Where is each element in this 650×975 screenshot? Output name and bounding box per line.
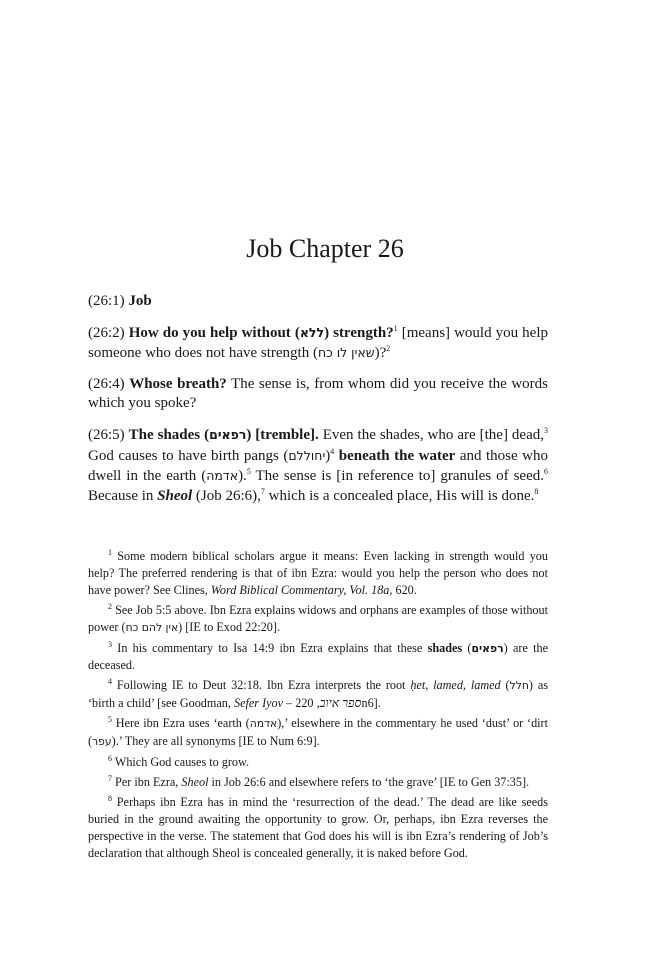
- footnotes: [88, 548, 548, 864]
- footnote-2: $^2$ See Job 5:5 above. Ibn Ezra explains widows and orphans are examples of those without power (אין להם כח) [IE to Exod 22:20].: [88, 601, 548, 634]
- footnote-5: $^5$ Here ibn Ezra uses ‘earth (אדמה),’ elsewhere in the commentary he used ‘dust’ or ‘dirt (עפר).’ They are all synonyms [IE to Num 6:9].: [88, 715, 548, 749]
- speaker-name: Job: [128, 293, 152, 309]
- footnote-1: $^1$ Some modern biblical scholars argue it means: Even lacking in strength would you help? The preferred rendering is that of ibn Ezra: would you help the person who does not have power? See Clines, Word Biblical Commentary, Vol. 18a, 620.: [88, 547, 548, 597]
- lemma: How do you help without (ללא) strength?: [128, 324, 394, 341]
- citation-title: Word Biblical Commentary, Vol. 18a: [210, 582, 390, 597]
- hebrew-word: אדמה: [249, 717, 278, 731]
- citation-title: Sefer Iyov – ספר איוב: [233, 696, 362, 711]
- footnote-6: $^6$ Which God causes to grow.: [108, 753, 250, 769]
- sheol-term: Sheol: [157, 487, 193, 504]
- footnote-ref[interactable]: 3: [544, 425, 548, 435]
- hebrew-word: עפר: [92, 735, 112, 749]
- lemma: The shades (רפאים) [tremble].: [128, 426, 319, 443]
- verse-ref: (26:4): [88, 375, 130, 392]
- hebrew-word: שאין לו כח: [317, 345, 375, 361]
- verse-ref: (26:5): [88, 426, 129, 443]
- footnote-ref[interactable]: 4: [330, 446, 335, 456]
- transliteration: ḥet, lamed, lamed: [410, 678, 501, 693]
- footnote-number: 6: [108, 753, 112, 763]
- footnote-ref[interactable]: 5: [246, 467, 251, 477]
- footnote-3: $^3$ In his commentary to Isa 14:9 ibn Ezra explains that these shades (רפאים) are the deceased.: [88, 639, 549, 673]
- lemma: Whose breath?: [129, 375, 227, 392]
- footnote-ref[interactable]: 1: [393, 323, 398, 333]
- footnote-ref[interactable]: 8: [534, 486, 539, 496]
- footnote-8: $^8$ Perhaps ibn Ezra has in mind the ‘resurrection of the dead.’ The dead are like seeds buried in the ground awaiting the opportunity to grow. Or, perhaps, ibn Ezra reverses the perspective in the verse. The statement that God does his will is ibn Ezra’s rendering of Job’s declaration that although Sheol is concealed generally, it is naked before God.: [88, 793, 548, 860]
- footnote-number: 3: [108, 639, 112, 649]
- commentary-body: [88, 292, 548, 517]
- footnote-number: 1: [108, 547, 112, 557]
- verse-ref: (26:2): [88, 324, 129, 341]
- footnote-number: 7: [108, 773, 112, 783]
- footnote-ref[interactable]: 6: [544, 467, 548, 477]
- footnote-ref[interactable]: 7: [260, 486, 265, 496]
- hebrew-word: ללא: [299, 324, 325, 340]
- hebrew-word: רפאים: [471, 641, 504, 655]
- hebrew-word: חלל: [509, 679, 529, 693]
- footnote-7: $^7$ Per ibn Ezra, Sheol in Job 26:6 and elsewhere refers to ‘the grave’ [IE to Gen 37:35].: [108, 773, 530, 789]
- footnote-number: 2: [108, 601, 112, 611]
- hebrew-word: רפאים: [209, 426, 247, 442]
- lemma: beneath the water: [334, 447, 456, 464]
- footnote-4: $^4$ Following IE to Deut 32:18. Ibn Ezra interprets the root ḥet, lamed, lamed (חלל) as ‘birth a child’ [see Goodman, Sefer Iyov – ספר איוב, 220n6].: [88, 677, 548, 711]
- footnote-number: 8: [108, 793, 112, 803]
- footnote-number: 4: [108, 677, 112, 687]
- footnote-number: 5: [108, 715, 112, 725]
- verse-ref: (26:1): [88, 293, 129, 309]
- hebrew-word: אין להם כח: [125, 620, 179, 634]
- verse-26-4: [88, 375, 548, 414]
- term: shades: [427, 640, 463, 655]
- verse-26-2: (26:2) How do you help without (ללא) strength?$^1$ [means] would you help someone who does not have strength (שאין לו כח)?$^2$: [88, 323, 548, 362]
- hebrew-word: יחוללם: [288, 447, 326, 463]
- verse-26-5: (26:5) The shades (רפאים) [tremble]. Even the shades, who are [the] dead,$^3$ God causes to have birth pangs (יחוללם)$^4$ beneath the water and those who dwell in the earth (אדמה).$^5$ The sense is [in reference to] granules of seed.$^6$ Because in Sheol (Job 26:6),$^7$ which is a concealed place, His will is done.$^8$: [88, 425, 548, 504]
- hebrew-word: אדמה: [206, 468, 239, 484]
- footnote-ref[interactable]: 2: [386, 344, 391, 354]
- verse-26-1: [88, 292, 548, 312]
- commentary-text: The sense is, from whom did you receive the words which you spoke?: [88, 375, 548, 412]
- sheol-term: Sheol: [181, 774, 209, 789]
- chapter-title: Job Chapter 26: [246, 234, 404, 263]
